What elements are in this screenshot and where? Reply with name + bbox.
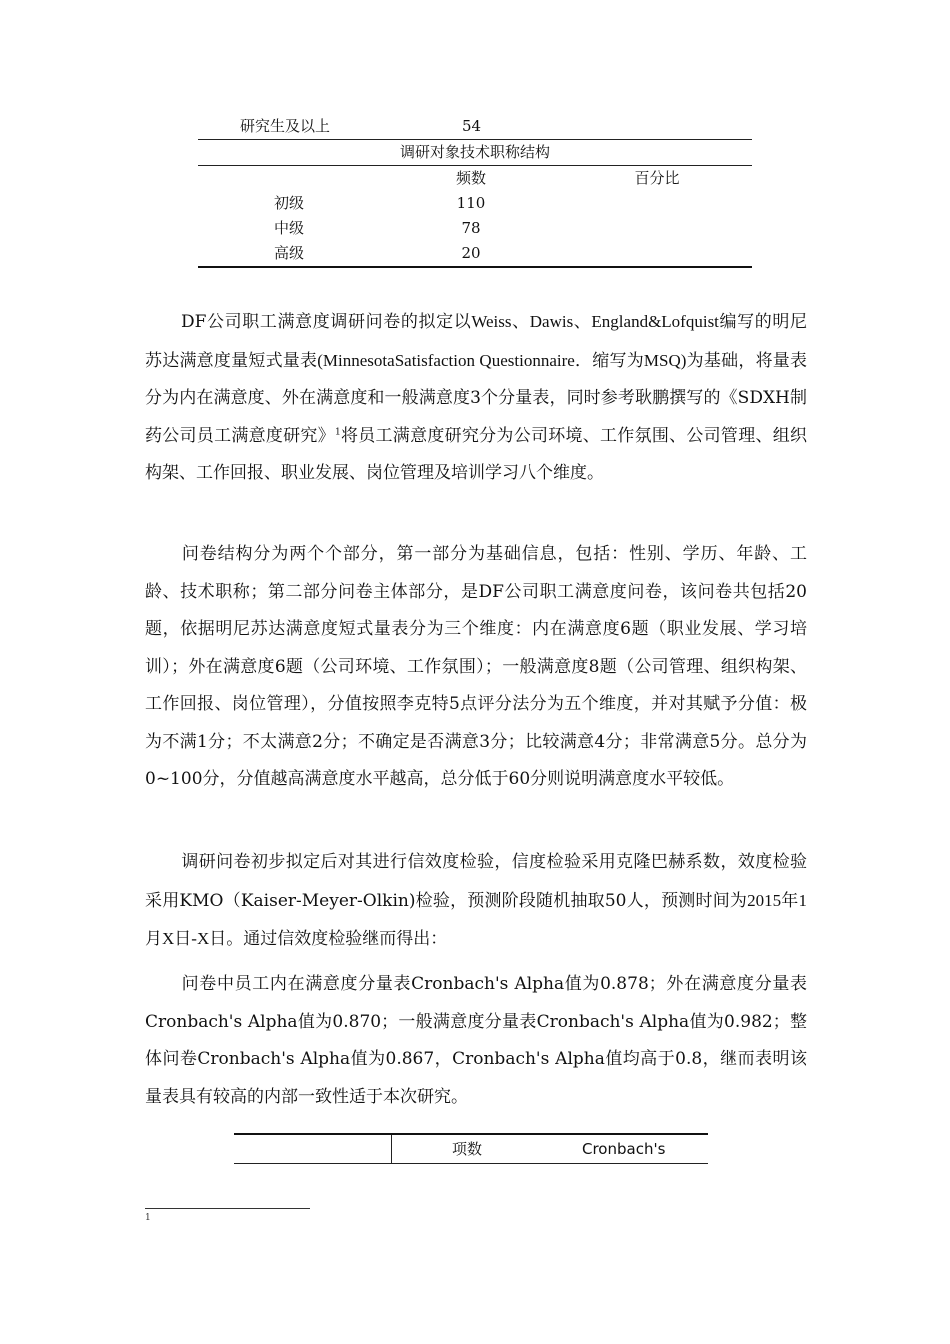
table-title: 调研对象技术职称结构: [198, 140, 752, 166]
paragraph-msq-basis: DF公司职工满意度调研问卷的拟定以Weiss、Dawis、England&Lofquist编写的明尼苏达满意度量短式量表(MinnesotaSatisfaction Questionnaire．缩写为MSQ)为基础，将量表分为内在满意度、外在满意度和一般满意度3个分量表，同时参考耿鹏撰写的《SDXH制药公司员工满意度研究》$^1$将员工满意度研究分为公司环境、工作氛围、公司管理、组织构架、工作回报、职业发展、岗位管理及培训学习八个维度。: [145, 312, 808, 483]
column-divider: [391, 1135, 392, 1163]
table-cell-label: 初级: [273, 194, 304, 212]
paragraph-questionnaire-structure: 问卷结构分为两个个部分，第一部分为基础信息，包括：性别、学历、年龄、工龄、技术职称；第二部分问卷主体部分，是DF公司职工满意度问卷，该问卷共包括20题，依据明尼苏达满意度短式量表分为三个维度：内在满意度6题（职业发展、学习培训）；外在满意度6题（公司环境、工作氛围）；一般满意度8题（公司管理、组织构架、工作回报、岗位管理），分值按照李克特5点评分法分为五个维度，并对其赋予分值：极为不满1分；不太满意2分；不确定是否满意3分；比较满意4分；非常满意5分。总分为0~100分，分值越高满意度水平越高，总分低于60分则说明满意度水平较低。: [145, 544, 807, 789]
table-cell-value: 54: [462, 117, 482, 135]
table-cell-value: 110: [456, 194, 486, 212]
footnote-ref[interactable]: 1: [334, 426, 341, 437]
table-row: [198, 191, 752, 216]
header-frequency: 频数: [380, 166, 562, 192]
table-header-row: [198, 166, 752, 192]
paragraph-validity-test: 调研问卷初步拟定后对其进行信效度检验，信度检验采用克隆巴赫系数，效度检验采用KMO（Kaiser-Meyer-Olkin)检验，预测阶段随机抽取50人，预测时间为2015年1月X日-X日。通过信效度检验继而得出：: [145, 852, 807, 949]
table-cell-value: 20: [380, 241, 562, 267]
footnote-separator: [145, 1208, 310, 1209]
table-cell-value: 78: [461, 219, 481, 237]
footnote-mark: 1: [145, 1213, 151, 1223]
table-row: [198, 114, 752, 140]
table-cell-label: 高级: [198, 241, 380, 267]
table-cell-label: 研究生及以上: [240, 117, 331, 135]
table-row: [198, 241, 752, 267]
paragraph-cronbach-results: 问卷中员工内在满意度分量表Cronbach's Alpha值为0.878；外在满意度分量表Cronbach's Alpha值为0.870；一般满意度分量表Cronbach's Alpha值为0.982；整体问卷Cronbach's Alpha值为0.867，Cronbach's Alpha值均高于0.8，继而表明该量表具有较高的内部一致性适于本次研究。: [145, 974, 807, 1107]
table-cell-label: 中级: [273, 219, 304, 237]
reliability-table: [234, 1133, 708, 1164]
header-item-count: 项数: [452, 1140, 483, 1158]
header-percent: 百分比: [562, 166, 752, 192]
job-title-structure-table: [198, 114, 752, 268]
table-title-row: [198, 140, 752, 166]
table-row: [198, 216, 752, 241]
header-cronbach: Cronbach's: [582, 1140, 666, 1158]
